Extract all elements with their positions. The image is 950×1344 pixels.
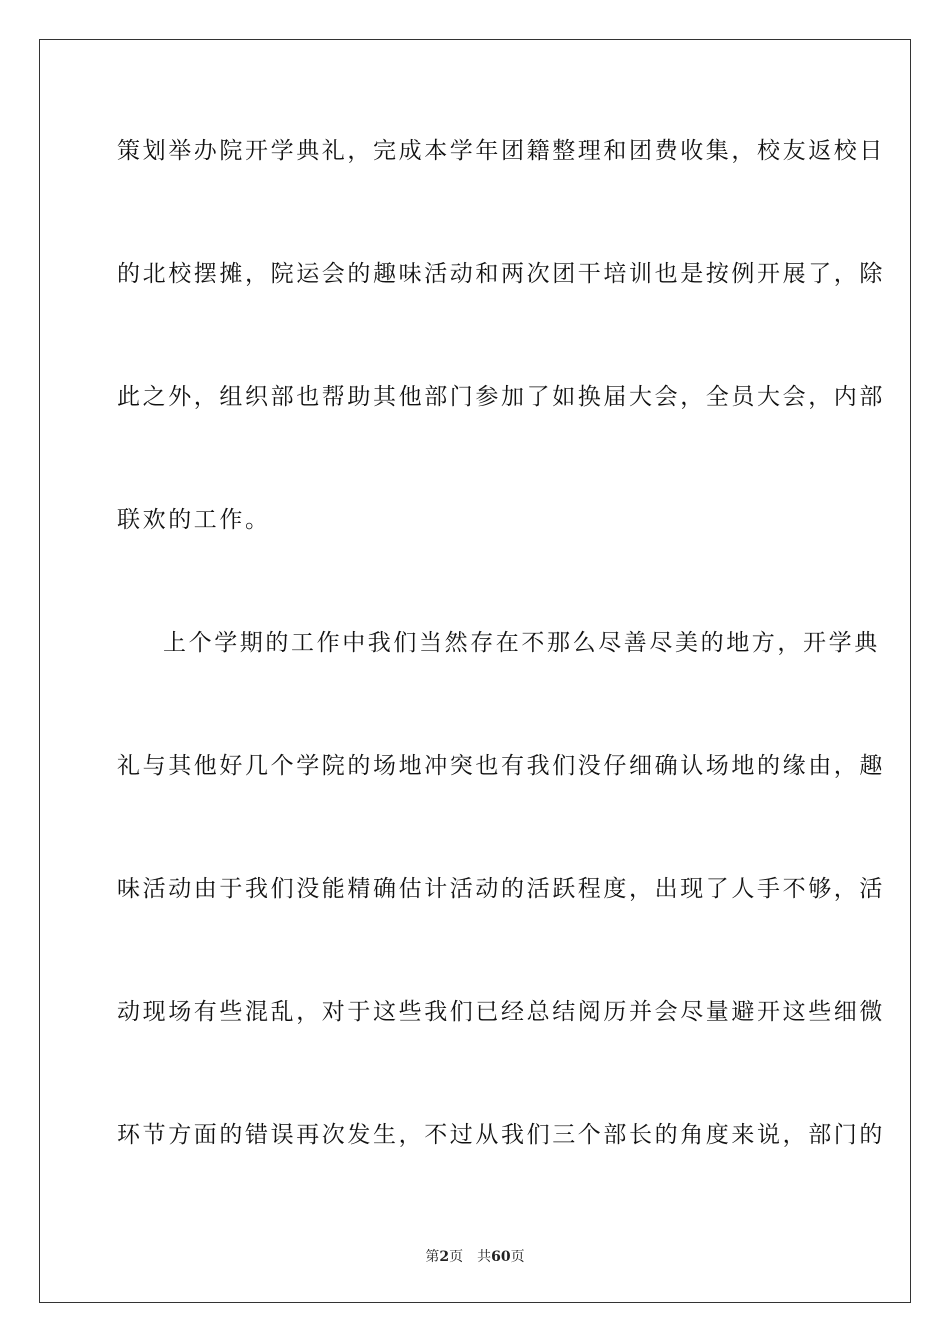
page-label-prefix: 第 — [425, 1249, 440, 1265]
total-pages: 60 — [491, 1249, 511, 1265]
page-footer — [0, 1246, 950, 1266]
text-line: 的北校摆摊，院运会的趣味活动和两次团干培训也是按例开展了，除 — [117, 261, 885, 287]
page-border — [39, 39, 911, 1303]
page-label-suffix: 页 — [449, 1249, 464, 1265]
text-line: 联欢的工作。 — [117, 507, 271, 533]
text-line: 味活动由于我们没能精确估计活动的活跃程度，出现了人手不够，活 — [117, 876, 885, 902]
total-label-prefix: 共 — [477, 1249, 492, 1265]
text-line: 策划举办院开学典礼，完成本学年团籍整理和团费收集，校友返校日 — [117, 138, 885, 164]
text-line: 环节方面的错误再次发生，不过从我们三个部长的角度来说，部门的 — [117, 1122, 885, 1148]
text-line: 动现场有些混乱，对于这些我们已经总结阅历并会尽量避开这些细微 — [117, 999, 885, 1025]
text-line: 此之外，组织部也帮助其他部门参加了如换届大会，全员大会，内部 — [117, 384, 885, 410]
page-number: 2 — [439, 1249, 450, 1265]
text-line: 礼与其他好几个学院的场地冲突也有我们没仔细确认场地的缘由，趣 — [117, 753, 885, 779]
paragraph-first-line: 上个学期的工作中我们当然存在不那么尽善尽美的地方，开学典 — [163, 630, 880, 656]
total-label-suffix: 页 — [510, 1249, 525, 1265]
